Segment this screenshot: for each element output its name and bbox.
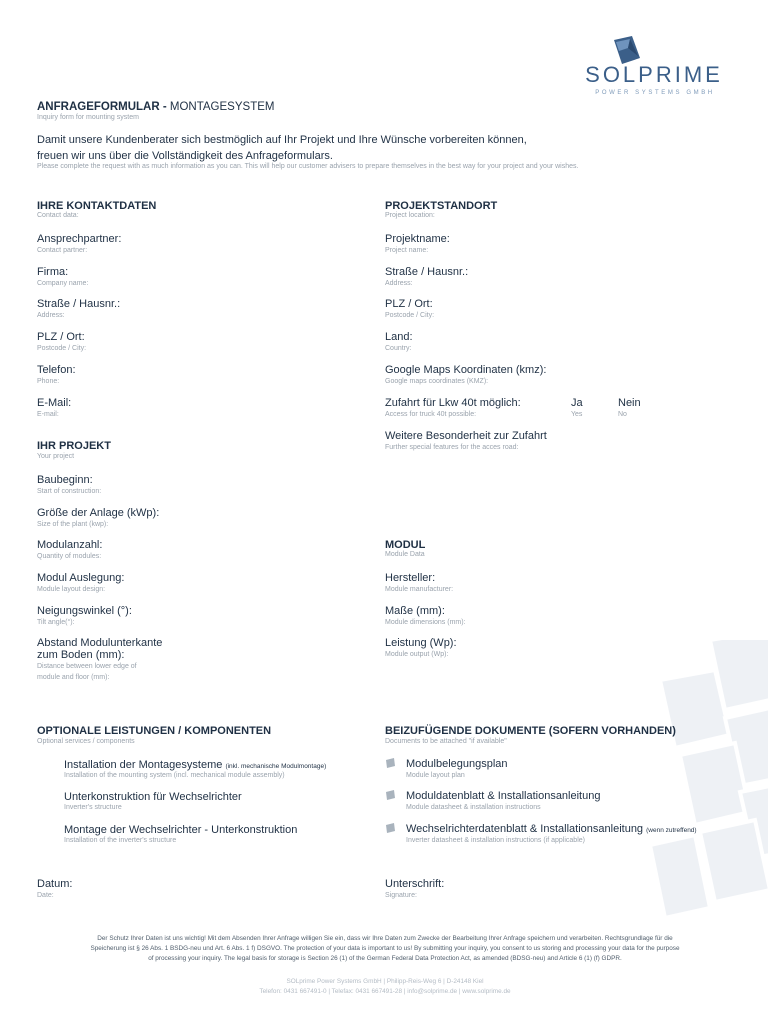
access-features-label: Weitere Besonderheit zur Zufahrt [385, 430, 547, 442]
solar-panel-background [630, 640, 770, 940]
module-heading-en: Module Data [385, 551, 425, 558]
brand-name: SOLPRIME [585, 62, 723, 87]
page-title-en: Inquiry form for mounting system [37, 114, 139, 121]
optional-heading: OPTIONALE LEISTUNGEN / KOMPONENTEN [37, 725, 272, 737]
tilt-angle-label-en: Tilt angle(°): [37, 619, 75, 626]
construction-start-label: Baubeginn: [37, 474, 93, 486]
document-item-layout-plan[interactable]: Modulbelegungsplan [406, 758, 508, 770]
optional-item-inverter-installation-en: Installation of the inverter's structure [64, 837, 177, 844]
signature-label-en: Signature: [385, 892, 417, 899]
plant-size-label-en: Size of the plant (kwp): [37, 521, 109, 528]
module-count-label-en: Quantity of modules: [37, 553, 102, 560]
distance-label-en-line-1: Distance between lower edge of [37, 663, 137, 670]
contact-postcode-label-en: Postcode / City: [37, 345, 87, 352]
country-label-en: Country: [385, 345, 412, 352]
document-item-inverter-datasheet-label: Wechselrichterdatenblatt & Installationsanleitung [406, 823, 644, 835]
intro-line-1: Damit unsere Kundenberater sich bestmöglich auf Ihr Projekt und Ihre Wünsche vorbereiten können, [37, 134, 527, 146]
manufacturer-label: Hersteller: [385, 572, 436, 584]
contact-person-label: Ansprechpartner: [37, 233, 122, 245]
contact-street-label: Straße / Hausnr.: [37, 298, 121, 310]
module-layout-label-en: Module layout design: [37, 586, 106, 593]
module-heading: MODUL [385, 539, 426, 551]
document-item-inverter-datasheet[interactable] [406, 823, 697, 835]
contact-street-label-en: Address: [37, 312, 65, 319]
construction-start-label-en: Start of construction: [37, 488, 102, 495]
company-address: SOLprime Power Systems GmbH | Philipp-Reis-Weg 6 | D-24148 Kiel [286, 978, 484, 985]
contact-heading-en: Contact data: [37, 212, 79, 219]
optional-item-inverter-installation[interactable]: Montage der Wechselrichter - Unterkonstruktion [64, 824, 298, 836]
location-postcode-label: PLZ / Ort: [385, 298, 433, 310]
manufacturer-label-en: Module manufacturer: [385, 586, 454, 593]
intro-line-2: freuen wir uns über die Vollständigkeit des Anfrageformulars. [37, 150, 333, 162]
distance-label-line-1: Abstand Modulunterkante [37, 637, 163, 649]
page-title [37, 101, 274, 113]
truck-access-label-en: Access for truck 40t possible: [385, 411, 477, 418]
document-item-inverter-datasheet-note: (wenn zutreffend) [646, 827, 697, 834]
email-label: E-Mail: [37, 397, 72, 409]
document-icon [385, 823, 396, 833]
project-heading: IHR PROJEKT [37, 440, 111, 452]
optional-item-installation-note: (inkl. mechanische Modulmontage) [225, 763, 327, 770]
privacy-notice-line-3: of processing your inquiry. The legal basis for storage is Section 26 (1) of the German Federal Data Protection Act, as amended (BDSG-neu) and Article 6 (1) (f) GDPR. [148, 955, 622, 962]
optional-item-inverter-structure-en: Inverter's structure [64, 804, 122, 811]
intro-text [37, 132, 597, 164]
privacy-notice-line-2: Speicherung ist § 26 Abs. 1 BSDG-neu und Art. 6 Abs. 1 f) DSGVO. The protection of your data is important to us! By submitting your inquiry, you consent to us storing and processing your data for the purpose [90, 945, 680, 952]
date-label-en: Date: [37, 892, 54, 899]
plant-size-label: Größe der Anlage (kWp): [37, 507, 160, 519]
location-street-label-en: Address: [385, 280, 413, 287]
title-light: MONTAGESYSTEM [169, 101, 275, 113]
privacy-notice [30, 934, 740, 964]
location-heading: PROJEKTSTANDORT [385, 200, 498, 212]
optional-item-inverter-structure[interactable]: Unterkonstruktion für Wechselrichter [64, 791, 242, 803]
module-count-label: Modulanzahl: [37, 539, 103, 551]
phone-label: Telefon: [37, 364, 76, 376]
coordinates-label: Google Maps Koordinaten (kmz): [385, 364, 547, 376]
brand-subtitle: POWER SYSTEMS GMBH [595, 90, 715, 96]
module-layout-label: Modul Auslegung: [37, 572, 125, 584]
company-phone-web[interactable]: Telefon: 0431 667491-0 | Telefax: 0431 667491-28 | info@solprime.de | www.solprime.de [259, 988, 511, 995]
document-item-module-datasheet[interactable]: Moduldatenblatt & Installationsanleitung [406, 790, 601, 802]
dimensions-label-en: Module dimensions (mm): [385, 619, 466, 626]
location-heading-en: Project location: [385, 212, 435, 219]
distance-label [37, 637, 162, 661]
access-features-label-en: Further special features for the acces road: [385, 444, 519, 451]
truck-access-no-option[interactable]: Nein [618, 397, 641, 409]
project-name-label-en: Project name: [385, 247, 429, 254]
location-street-label: Straße / Hausnr.: [385, 266, 469, 278]
contact-postcode-label: PLZ / Ort: [37, 331, 85, 343]
distance-label-en-line-2: module and floor (mm): [37, 674, 110, 681]
location-postcode-label-en: Postcode / City: [385, 312, 435, 319]
truck-access-no-en: No [618, 411, 627, 418]
coordinates-label-en: Google maps coordinates (KMZ): [385, 378, 489, 385]
contact-heading: IHRE KONTAKTDATEN [37, 200, 157, 212]
project-heading-en: Your project [37, 453, 75, 460]
distance-label-line-2: zum Boden (mm): [37, 649, 125, 661]
privacy-notice-line-1: Der Schutz Ihrer Daten ist uns wichtig! Mit dem Absenden Ihrer Anfrage willigen Sie ein, dass wir Ihre Daten zum Zwecke der Bearbeitung Ihrer Anfrage speichern und verarbeiten. Rechtsgrundlage für die [97, 935, 673, 942]
signature-label: Unterschrift: [385, 878, 445, 890]
tilt-angle-label: Neigungswinkel (°): [37, 605, 132, 617]
company-label-en: Company name: [37, 280, 89, 287]
email-label-en: E-mail: [37, 411, 59, 418]
truck-access-label: Zufahrt für Lkw 40t möglich: [385, 397, 521, 409]
company-label: Firma: [37, 266, 69, 278]
title-bold: ANFRAGEFORMULAR - [37, 101, 167, 113]
document-icon [385, 758, 396, 768]
country-label: Land: [385, 331, 413, 343]
document-icon [385, 790, 396, 800]
company-contact [30, 977, 740, 997]
truck-access-yes-en: Yes [571, 411, 583, 418]
document-item-layout-plan-en: Module layout plan [406, 772, 465, 779]
optional-item-installation-en: Installation of the mounting system (incl. mechanical module assembly) [64, 772, 285, 779]
documents-heading: BEIZUFÜGENDE DOKUMENTE (SOFERN VORHANDEN) [385, 725, 676, 737]
optional-heading-en: Optional services / components [37, 738, 135, 745]
distance-label-en [37, 661, 137, 683]
document-item-module-datasheet-en: Module datasheet & installation instructions [406, 804, 541, 811]
phone-label-en: Phone: [37, 378, 60, 385]
optional-item-installation-label: Installation der Montagesysteme [64, 759, 223, 771]
output-label-en: Module output (Wp): [385, 651, 449, 658]
dimensions-label: Maße (mm): [385, 605, 445, 617]
output-label: Leistung (Wp): [385, 637, 457, 649]
intro-text-en: Please complete the request with as much information as you can. This will help our customer advisers to prepare themselves in the best way for your project and your wishes. [37, 163, 579, 170]
truck-access-yes-option[interactable]: Ja [571, 397, 583, 409]
date-label: Datum: [37, 878, 73, 890]
documents-heading-en: Documents to be attached "if available" [385, 738, 507, 745]
contact-person-label-en: Contact partner: [37, 247, 88, 254]
project-name-label: Projektname: [385, 233, 450, 245]
document-item-inverter-datasheet-en: Inverter datasheet & installation instructions (if applicable) [406, 837, 585, 844]
